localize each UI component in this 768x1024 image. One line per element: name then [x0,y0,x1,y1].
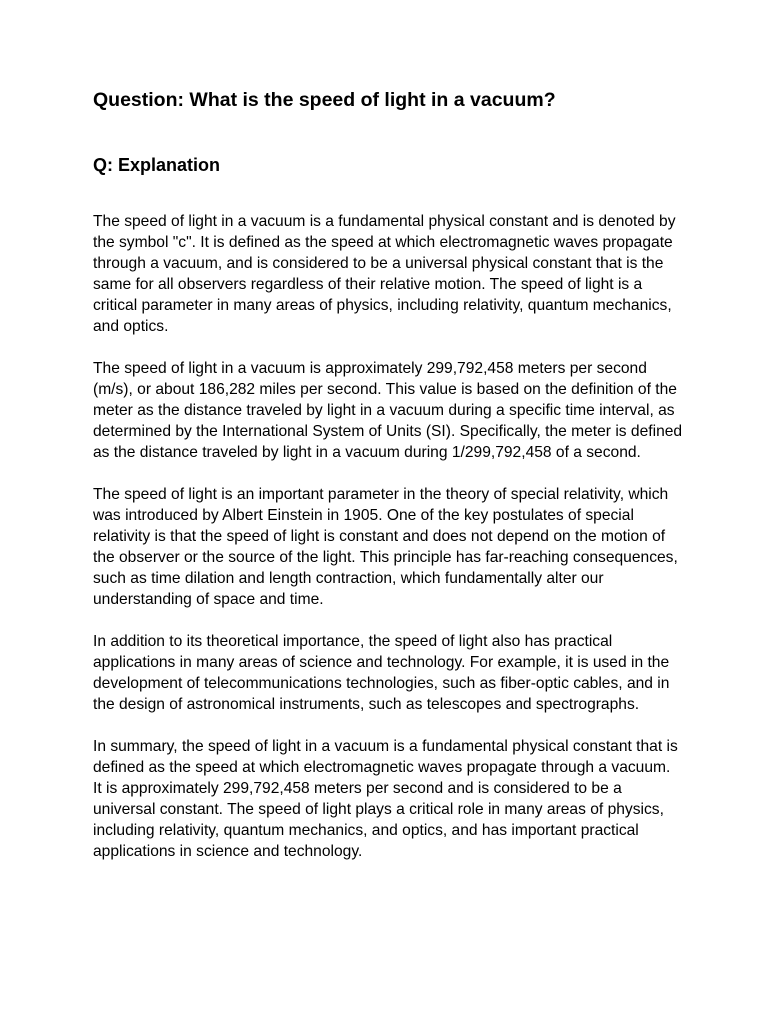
document-page [93,86,683,862]
paragraph-applications: In addition to its theoretical importance, the speed of light also has practical applications in many areas of science and technology. For example, it is used in the development of telecommunications technologies, such as fiber-optic cables, and in the design of astronomical instruments, such as telescopes and spectrographs. [93,633,670,713]
paragraph-definition: The speed of light in a vacuum is a fundamental physical constant and is denoted by the symbol "c". It is defined as the speed at which electromagnetic waves propagate through a vacuum, and is considered to be a universal physical constant that is the same for all observers regardless of their relative motion. The speed of light is a critical parameter in many areas of physics, including relativity, quantum mechanics, and optics. [93,213,676,335]
paragraph-relativity: The speed of light is an important parameter in the theory of special relativity, which was introduced by Albert Einstein in 1905. One of the key postulates of special relativity is that the speed of light is constant and does not depend on the motion of the observer or the source of the light. This principle has far-reaching consequences, such as time dilation and length contraction, which fundamentally alter our understanding of space and time. [93,486,678,608]
paragraph-summary: In summary, the speed of light in a vacuum is a fundamental physical constant that is defined as the speed at which electromagnetic waves propagate through a vacuum. It is approximately 299,792,458 meters per second and is considered to be a universal constant. The speed of light plays a critical role in many areas of physics, including relativity, quantum mechanics, and optics, and has important practical applications in science and technology. [93,738,678,860]
paragraph-value: The speed of light in a vacuum is approximately 299,792,458 meters per second (m/s), or about 186,282 miles per second. This value is based on the definition of the meter as the distance traveled by light in a vacuum during a specific time interval, as determined by the International System of Units (SI). Specifically, the meter is defined as the distance traveled by light in a vacuum during 1/299,792,458 of a second. [93,360,683,461]
question-title: Question: What is the speed of light in a vacuum? [93,89,556,111]
section-heading: Q: Explanation [93,155,221,175]
